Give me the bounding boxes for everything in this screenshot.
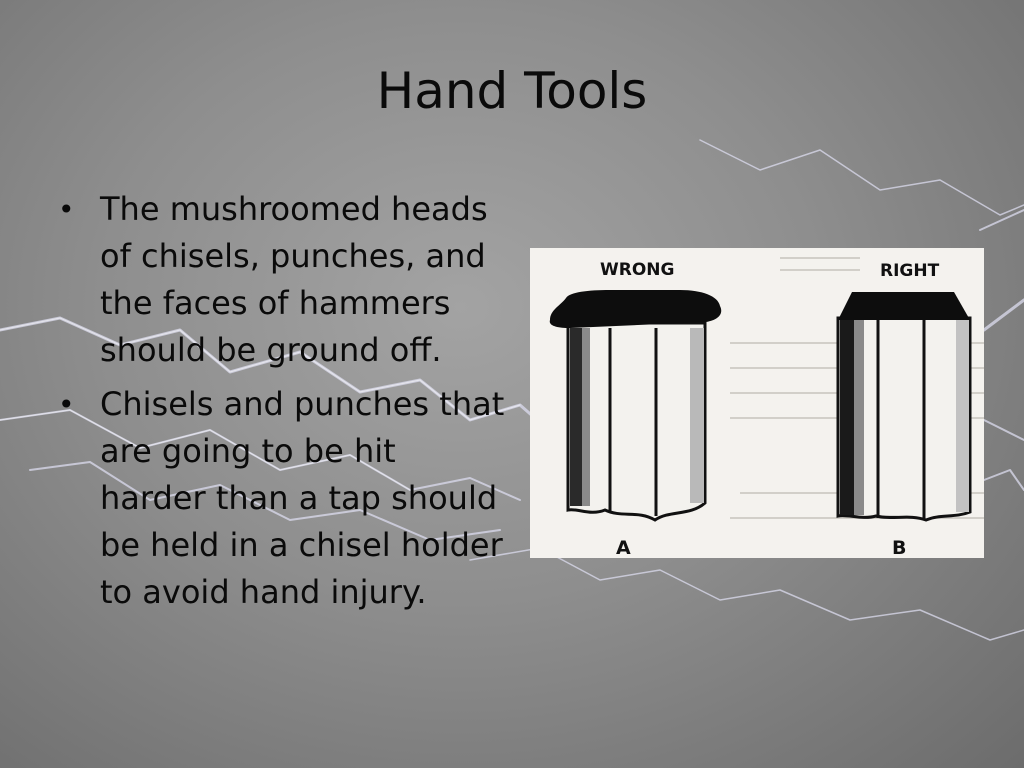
bullet-marker: • xyxy=(58,193,75,226)
wrong-letter: A xyxy=(616,537,631,558)
right-label: RIGHT xyxy=(880,261,940,281)
right-chisel-icon xyxy=(838,292,970,520)
chisel-head-illustration xyxy=(530,248,984,558)
right-letter: B xyxy=(892,537,907,558)
wrong-chisel-icon xyxy=(550,290,721,520)
bullet-item xyxy=(58,381,508,616)
bullet-text: The mushroomed heads of chisels, punches, and the faces of hammers should be ground off. xyxy=(100,190,488,369)
bullet-text: Chisels and punches that are going to be hit harder than a tap should be held in a chisel holder to avoid hand injury. xyxy=(100,385,505,611)
bullet-marker: • xyxy=(58,388,75,421)
wrong-label: WRONG xyxy=(600,260,675,280)
bullet-item xyxy=(58,186,508,374)
slide-title: Hand Tools xyxy=(376,62,648,120)
bullet-list xyxy=(58,186,508,623)
